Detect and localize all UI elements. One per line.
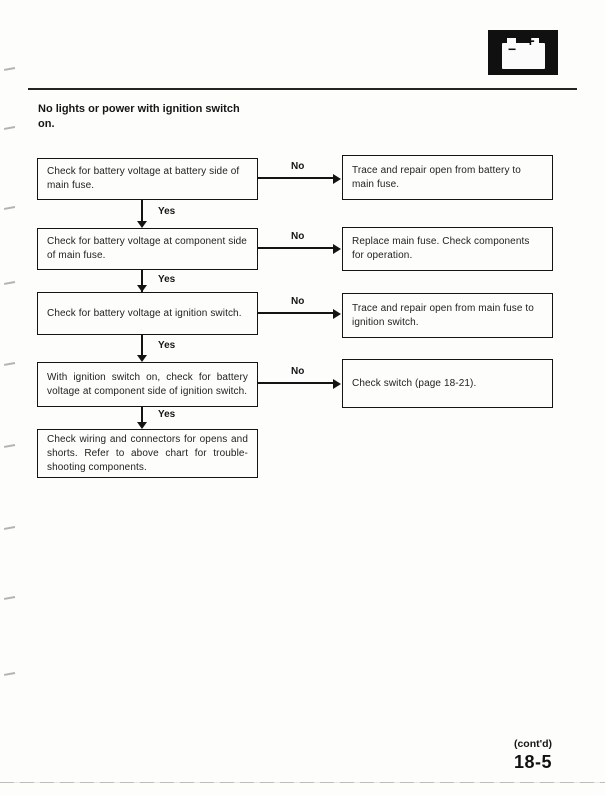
flow-step-4-no-action-box [342,359,553,408]
no-label-4: No [291,366,305,377]
yes-label-4: Yes [158,409,176,420]
flow-step-4-no-action-text: Check switch (page 18-21). [352,377,477,389]
flow-step-3-check-text: Check for battery voltage at ignition switch. [47,307,242,319]
flow-step-1-no-action-box [342,155,553,200]
yes-arrow-head-4 [137,422,147,429]
flow-step-1-no-action-text: Trace and repair open from battery to main fuse. [352,164,521,190]
page-footer [491,738,575,773]
flow-step-1-check-text: Check for battery voltage at battery side of main fuse. [47,166,240,191]
no-arrow-line-3 [258,312,335,314]
no-label-1: No [291,161,305,172]
yes-arrow-head-2 [137,285,147,292]
yes-arrow-line-1 [141,200,143,222]
flow-step-2-check-box [37,228,258,270]
yes-label-2: Yes [158,274,176,285]
page-title-line2: on. [38,117,55,130]
flow-step-1-check-box [37,158,258,200]
flow-step-3-no-action-box [342,293,553,338]
no-label-3: No [291,296,305,307]
flow-step-4-check-text: With ignition switch on, check for battery voltage at component side of ignition switch. [47,371,248,397]
flow-step-2-check-text: Check for battery voltage at component side of main fuse. [47,236,247,261]
flow-step-3-check-box [37,292,258,335]
flow-step-2-no-action-text: Replace main fuse. Check components for operation. [352,236,530,261]
flow-step-2-no-action-box [342,227,553,271]
flow-final-action-box [37,429,258,478]
no-arrow-line-4 [258,382,335,384]
no-arrow-head-4 [333,379,341,389]
page-title-line1: No lights or power with ignition switch [38,103,240,115]
scan-artifact-tick [4,444,15,447]
yes-label-3: Yes [158,340,176,351]
no-arrow-head-3 [333,309,341,319]
yes-arrow-head-1 [137,221,147,228]
scan-artifact-tick [4,67,15,70]
flow-final-action-text: Check wiring and connectors for opens and shorts. Refer to above chart for trouble-shooting components. [47,433,248,473]
no-arrow-head-2 [333,244,341,254]
no-arrow-head-1 [333,174,341,184]
scan-artifact-tick [4,362,15,365]
no-arrow-line-1 [258,177,335,179]
no-arrow-line-2 [258,247,335,249]
no-label-2: No [291,231,305,242]
battery-minus-sign: − [508,41,517,57]
scan-artifact-tick [4,526,15,529]
flow-step-4-check-box [37,362,258,407]
yes-arrow-line-3 [141,335,143,357]
scan-artifact-tick [4,206,15,209]
scan-artifact-tick [4,126,15,129]
battery-plus-sign: + [526,33,535,50]
page-number: 18-5 [513,752,553,772]
yes-arrow-head-3 [137,355,147,362]
battery-icon [488,30,558,75]
scan-artifact-tick [4,596,15,599]
scan-artifact-tick [4,281,15,284]
contd-label: (cont'd) [513,738,553,750]
flow-step-3-no-action-text: Trace and repair open from main fuse to ignition switch. [352,302,534,328]
scan-artifact-tick [4,672,15,675]
page-title [38,102,338,132]
header-divider [28,88,577,90]
yes-label-1: Yes [158,206,176,217]
page-bottom-rule [0,782,605,783]
